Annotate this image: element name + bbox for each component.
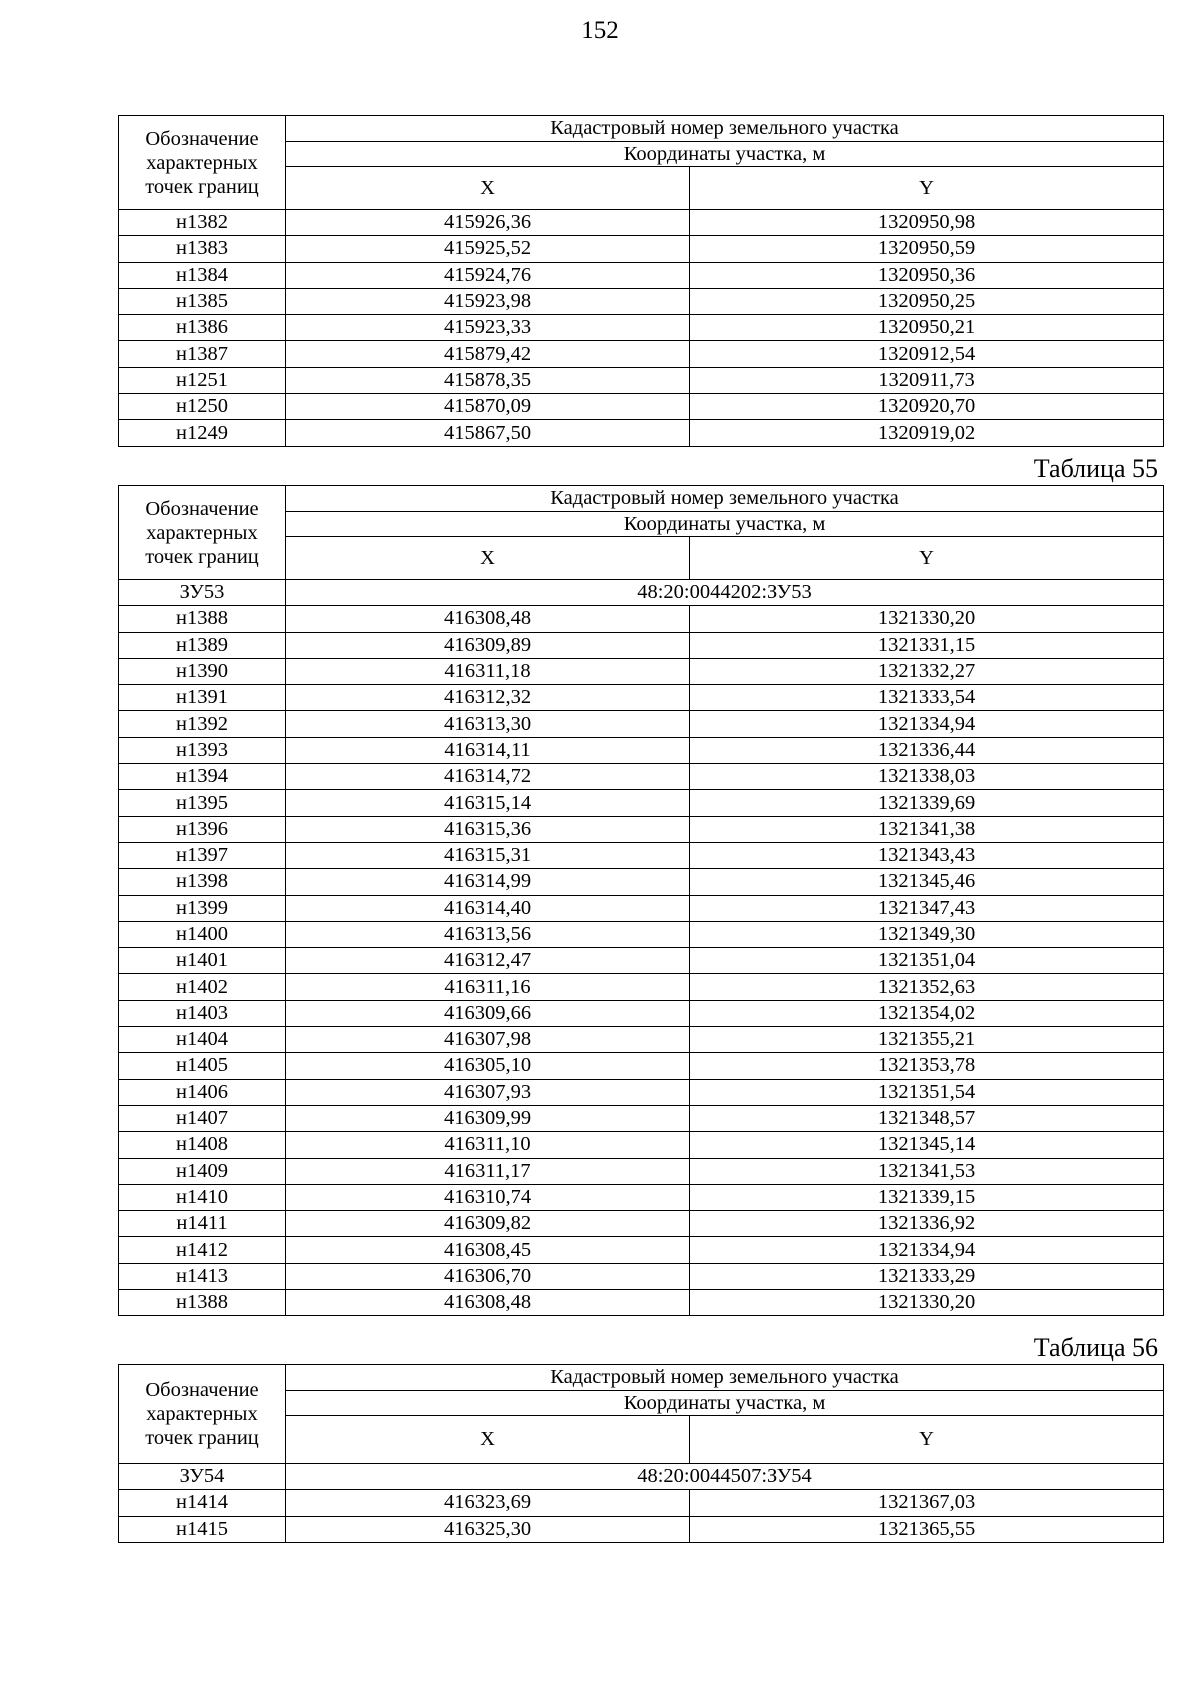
table-row <box>119 737 1164 763</box>
x-coordinate-cell: 416314,72 <box>286 764 690 790</box>
x-coordinate-cell: 416309,99 <box>286 1105 690 1131</box>
x-coordinate-cell: 416314,40 <box>286 895 690 921</box>
x-coordinate-cell: 416307,98 <box>286 1027 690 1053</box>
y-coordinate-cell: 1321331,15 <box>690 632 1164 658</box>
x-coordinate-cell: 416315,14 <box>286 790 690 816</box>
point-id-cell: н1389 <box>119 632 286 658</box>
point-id-cell: н1404 <box>119 1027 286 1053</box>
table-row <box>119 210 1164 236</box>
x-coordinate-cell: 416315,36 <box>286 816 690 842</box>
table-row <box>119 921 1164 947</box>
cadastral-number-header: Кадастровый номер земельного участка <box>286 486 1164 512</box>
y-coordinate-cell: 1321341,38 <box>690 816 1164 842</box>
parcel-label: ЗУ53 <box>119 580 286 606</box>
x-coordinate-cell: 415923,98 <box>286 288 690 314</box>
coordinates-header: Координаты участка, м <box>286 1390 1164 1416</box>
x-column-header: X <box>286 537 690 580</box>
table-row <box>119 658 1164 684</box>
point-designation-header: Обозначение характерных точек границ <box>119 486 286 580</box>
point-id-cell: н1412 <box>119 1237 286 1263</box>
y-coordinate-cell: 1321351,04 <box>690 948 1164 974</box>
x-coordinate-cell: 416305,10 <box>286 1053 690 1079</box>
point-id-cell: н1414 <box>119 1490 286 1516</box>
table-row <box>119 1027 1164 1053</box>
y-coordinate-cell: 1320920,70 <box>690 394 1164 420</box>
point-id-cell: н1398 <box>119 869 286 895</box>
table-row <box>119 1516 1164 1542</box>
y-coordinate-cell: 1321355,21 <box>690 1027 1164 1053</box>
y-coordinate-cell: 1321334,94 <box>690 1237 1164 1263</box>
point-id-cell: н1382 <box>119 210 286 236</box>
table-caption-55: Таблица 55 <box>1033 454 1158 483</box>
point-id-cell: н1413 <box>119 1263 286 1289</box>
coordinates-table-continued <box>118 115 1164 447</box>
y-coordinate-cell: 1321345,14 <box>690 1132 1164 1158</box>
table-row <box>119 842 1164 868</box>
y-coordinate-cell: 1321341,53 <box>690 1158 1164 1184</box>
table-row <box>119 1105 1164 1131</box>
point-id-cell: н1249 <box>119 420 286 446</box>
table-row <box>119 632 1164 658</box>
y-column-header: Y <box>690 167 1164 210</box>
table-row <box>119 315 1164 341</box>
y-coordinate-cell: 1320919,02 <box>690 420 1164 446</box>
table-row <box>119 394 1164 420</box>
x-coordinate-cell: 416311,10 <box>286 1132 690 1158</box>
y-coordinate-cell: 1320950,36 <box>690 262 1164 288</box>
table-row <box>119 606 1164 632</box>
y-coordinate-cell: 1321330,20 <box>690 1290 1164 1316</box>
point-id-cell: н1402 <box>119 974 286 1000</box>
point-id-cell: н1384 <box>119 262 286 288</box>
y-coordinate-cell: 1321348,57 <box>690 1105 1164 1131</box>
coordinates-table-56 <box>118 1364 1164 1543</box>
table-row <box>119 1000 1164 1026</box>
y-coordinate-cell: 1321347,43 <box>690 895 1164 921</box>
y-coordinate-cell: 1321345,46 <box>690 869 1164 895</box>
parcel-cadastral-number: 48:20:0044507:ЗУ54 <box>286 1464 1164 1490</box>
table-row <box>119 974 1164 1000</box>
table-row <box>119 790 1164 816</box>
point-id-cell: н1405 <box>119 1053 286 1079</box>
table-row <box>119 341 1164 367</box>
point-id-cell: н1387 <box>119 341 286 367</box>
coordinates-header: Координаты участка, м <box>286 141 1164 167</box>
table-row <box>119 1184 1164 1210</box>
x-coordinate-cell: 416313,30 <box>286 711 690 737</box>
parcel-label: ЗУ54 <box>119 1464 286 1490</box>
point-id-cell: н1395 <box>119 790 286 816</box>
point-id-cell: н1388 <box>119 606 286 632</box>
y-column-header: Y <box>690 537 1164 580</box>
y-coordinate-cell: 1321354,02 <box>690 1000 1164 1026</box>
x-coordinate-cell: 416312,32 <box>286 685 690 711</box>
table-row <box>119 1132 1164 1158</box>
table-row <box>119 685 1164 711</box>
x-coordinate-cell: 416312,47 <box>286 948 690 974</box>
table-row <box>119 1290 1164 1316</box>
x-coordinate-cell: 416308,48 <box>286 606 690 632</box>
table-row <box>119 1237 1164 1263</box>
point-id-cell: н1409 <box>119 1158 286 1184</box>
point-id-cell: н1392 <box>119 711 286 737</box>
y-coordinate-cell: 1321338,03 <box>690 764 1164 790</box>
point-id-cell: н1411 <box>119 1211 286 1237</box>
x-coordinate-cell: 415926,36 <box>286 210 690 236</box>
x-column-header: X <box>286 1416 690 1464</box>
y-coordinate-cell: 1321365,55 <box>690 1516 1164 1542</box>
y-coordinate-cell: 1321353,78 <box>690 1053 1164 1079</box>
y-coordinate-cell: 1321339,15 <box>690 1184 1164 1210</box>
x-coordinate-cell: 415878,35 <box>286 367 690 393</box>
coordinates-table-55 <box>118 485 1164 1316</box>
table-row <box>119 816 1164 842</box>
table-row <box>119 1158 1164 1184</box>
table-row <box>119 764 1164 790</box>
x-coordinate-cell: 416311,16 <box>286 974 690 1000</box>
y-coordinate-cell: 1320950,98 <box>690 210 1164 236</box>
table-row <box>119 1053 1164 1079</box>
coordinates-header: Координаты участка, м <box>286 511 1164 537</box>
x-coordinate-cell: 416309,89 <box>286 632 690 658</box>
point-id-cell: н1399 <box>119 895 286 921</box>
table-row <box>119 1490 1164 1516</box>
table-row <box>119 711 1164 737</box>
y-coordinate-cell: 1321367,03 <box>690 1490 1164 1516</box>
point-id-cell: н1386 <box>119 315 286 341</box>
point-id-cell: н1250 <box>119 394 286 420</box>
page-number: 152 <box>581 17 619 44</box>
y-coordinate-cell: 1321351,54 <box>690 1079 1164 1105</box>
point-id-cell: н1400 <box>119 921 286 947</box>
x-coordinate-cell: 416306,70 <box>286 1263 690 1289</box>
x-coordinate-cell: 416325,30 <box>286 1516 690 1542</box>
table-row <box>119 420 1164 446</box>
x-coordinate-cell: 415924,76 <box>286 262 690 288</box>
point-id-cell: н1251 <box>119 367 286 393</box>
table-row <box>119 869 1164 895</box>
x-coordinate-cell: 416311,17 <box>286 1158 690 1184</box>
point-id-cell: н1393 <box>119 737 286 763</box>
x-coordinate-cell: 416313,56 <box>286 921 690 947</box>
y-coordinate-cell: 1321334,94 <box>690 711 1164 737</box>
point-designation-header: Обозначение характерных точек границ <box>119 116 286 210</box>
table-row <box>119 895 1164 921</box>
table-caption-56: Таблица 56 <box>1033 1333 1158 1362</box>
x-coordinate-cell: 416309,66 <box>286 1000 690 1026</box>
point-id-cell: н1390 <box>119 658 286 684</box>
y-coordinate-cell: 1321336,92 <box>690 1211 1164 1237</box>
cadastral-number-header: Кадастровый номер земельного участка <box>286 1365 1164 1391</box>
y-coordinate-cell: 1321332,27 <box>690 658 1164 684</box>
table-row <box>119 948 1164 974</box>
table-row <box>119 1211 1164 1237</box>
point-id-cell: н1403 <box>119 1000 286 1026</box>
parcel-row <box>119 1464 1164 1490</box>
x-coordinate-cell: 416308,45 <box>286 1237 690 1263</box>
x-coordinate-cell: 416308,48 <box>286 1290 690 1316</box>
cadastral-number-header: Кадастровый номер земельного участка <box>286 116 1164 142</box>
parcel-row <box>119 580 1164 606</box>
y-coordinate-cell: 1321352,63 <box>690 974 1164 1000</box>
point-id-cell: н1385 <box>119 288 286 314</box>
table-row <box>119 288 1164 314</box>
x-coordinate-cell: 416307,93 <box>286 1079 690 1105</box>
x-coordinate-cell: 416315,31 <box>286 842 690 868</box>
x-coordinate-cell: 416310,74 <box>286 1184 690 1210</box>
point-id-cell: н1406 <box>119 1079 286 1105</box>
x-coordinate-cell: 415870,09 <box>286 394 690 420</box>
x-coordinate-cell: 415879,42 <box>286 341 690 367</box>
y-coordinate-cell: 1320912,54 <box>690 341 1164 367</box>
y-coordinate-cell: 1321349,30 <box>690 921 1164 947</box>
y-coordinate-cell: 1320950,25 <box>690 288 1164 314</box>
y-coordinate-cell: 1321330,20 <box>690 606 1164 632</box>
table-row <box>119 367 1164 393</box>
y-coordinate-cell: 1321333,29 <box>690 1263 1164 1289</box>
y-coordinate-cell: 1321339,69 <box>690 790 1164 816</box>
y-coordinate-cell: 1320950,21 <box>690 315 1164 341</box>
x-column-header: X <box>286 167 690 210</box>
x-coordinate-cell: 416309,82 <box>286 1211 690 1237</box>
table-row <box>119 262 1164 288</box>
y-coordinate-cell: 1320950,59 <box>690 236 1164 262</box>
point-id-cell: н1397 <box>119 842 286 868</box>
point-id-cell: н1383 <box>119 236 286 262</box>
point-id-cell: н1388 <box>119 1290 286 1316</box>
point-id-cell: н1408 <box>119 1132 286 1158</box>
point-id-cell: н1410 <box>119 1184 286 1210</box>
y-coordinate-cell: 1321343,43 <box>690 842 1164 868</box>
x-coordinate-cell: 416314,11 <box>286 737 690 763</box>
y-coordinate-cell: 1321333,54 <box>690 685 1164 711</box>
point-id-cell: н1391 <box>119 685 286 711</box>
point-id-cell: н1394 <box>119 764 286 790</box>
x-coordinate-cell: 415923,33 <box>286 315 690 341</box>
point-id-cell: н1407 <box>119 1105 286 1131</box>
point-id-cell: н1401 <box>119 948 286 974</box>
x-coordinate-cell: 416314,99 <box>286 869 690 895</box>
table-row <box>119 236 1164 262</box>
table-row <box>119 1079 1164 1105</box>
point-designation-header: Обозначение характерных точек границ <box>119 1365 286 1464</box>
point-id-cell: н1415 <box>119 1516 286 1542</box>
point-id-cell: н1396 <box>119 816 286 842</box>
y-column-header: Y <box>690 1416 1164 1464</box>
table-row <box>119 1263 1164 1289</box>
x-coordinate-cell: 416311,18 <box>286 658 690 684</box>
parcel-cadastral-number: 48:20:0044202:ЗУ53 <box>286 580 1164 606</box>
x-coordinate-cell: 415867,50 <box>286 420 690 446</box>
y-coordinate-cell: 1321336,44 <box>690 737 1164 763</box>
x-coordinate-cell: 415925,52 <box>286 236 690 262</box>
x-coordinate-cell: 416323,69 <box>286 1490 690 1516</box>
y-coordinate-cell: 1320911,73 <box>690 367 1164 393</box>
